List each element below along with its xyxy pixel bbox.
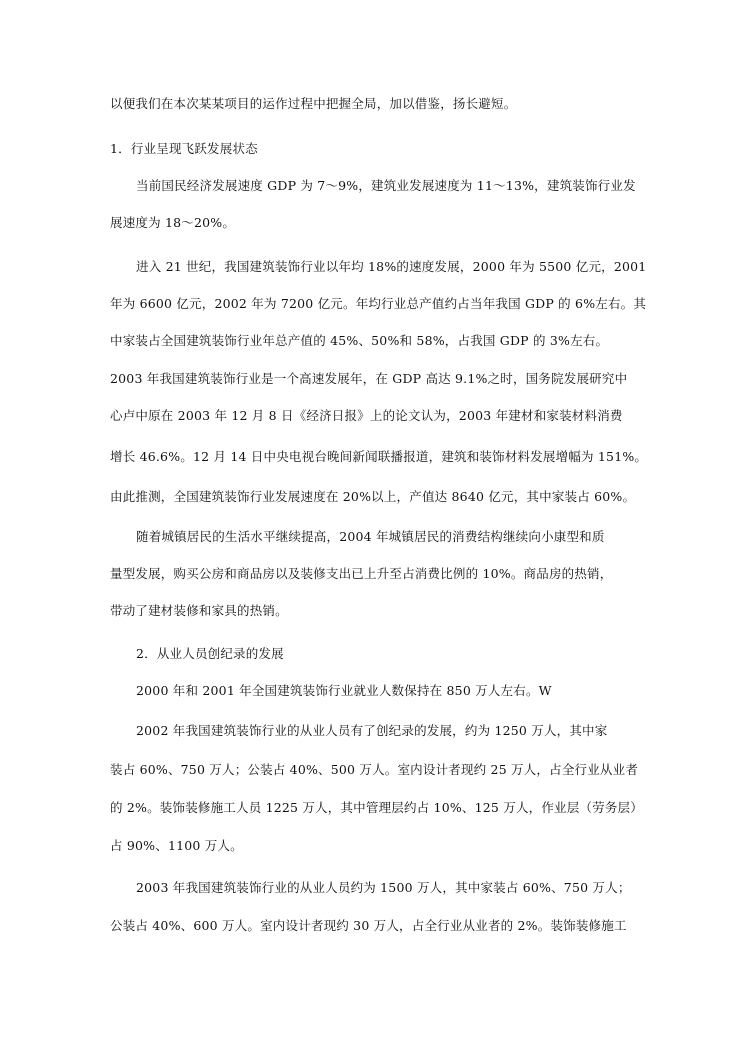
text-line: 以便我们在本次某某项目的运作过程中把握全局，加以借鉴，扬长避短。 — [110, 96, 517, 111]
text-line: 进入 21 世纪，我国建筑装饰行业以年均 18%的速度发展，2000 年为 5500 亿元，2001 — [136, 259, 647, 274]
text-line: 带动了建材装修和家具的热销。 — [110, 603, 288, 618]
text-line: 当前国民经济发展速度 GDP 为 7～9%，建筑业发展速度为 11～13%，建筑装饰行业发 — [136, 178, 636, 193]
text-line: 年为 6600 亿元，2002 年为 7200 亿元。年均行业总产值约占当年我国 GDP 的 6%左右。其 — [110, 296, 647, 311]
text-line: 中家装占全国建筑装饰行业年总产值的 45%、50%和 58%，占我国 GDP 的 3%左右。 — [110, 333, 609, 348]
section-heading: 2．从业人员创纪录的发展 — [136, 646, 284, 661]
text-line: 2003 年我国建筑装饰行业是一个高速发展年，在 GDP 高达 9.1%之时，国务院发展研究中 — [110, 371, 628, 386]
text-line: 装占 60%、750 万人；公装占 40%、500 万人。室内设计者现约 25 万人，占全行业从业者 — [110, 762, 639, 777]
section-heading: 1．行业呈现飞跃发展状态 — [110, 141, 258, 156]
text-line: 公装占 40%、600 万人。室内设计者现约 30 万人，占全行业从业者的 2%。装饰装修施工 — [110, 918, 627, 933]
text-line: 占 90%、1100 万人。 — [110, 838, 243, 853]
text-line: 2002 年我国建筑装饰行业的从业人员有了创纪录的发展，约为 1250 万人，其中家 — [136, 723, 608, 738]
text-line: 量型发展，购买公房和商品房以及装修支出已上升至占消费比例的 10%。商品房的热销， — [110, 566, 613, 581]
text-line: 2000 年和 2001 年全国建筑装饰行业就业人数保持在 850 万人左右。W — [136, 683, 552, 698]
text-line: 的 2%。装饰装修施工人员 1225 万人，其中管理层约占 10%、125 万人，作业层（劳务层） — [110, 800, 643, 815]
text-line: 展速度为 18～20%。 — [110, 215, 236, 230]
text-line: 由此推测，全国建筑装饰行业发展速度在 20%以上，产值达 8640 亿元，其中家装占 60%。 — [110, 489, 636, 504]
text-line: 心卢中原在 2003 年 12 月 8 日《经济日报》上的论文认为，2003 年建材和家装材料消费 — [110, 408, 623, 423]
text-line: 增长 46.6%。12 月 14 日中央电视台晚间新闻联播报道，建筑和装饰材料发展增幅为 151%。 — [110, 449, 648, 464]
text-line: 2003 年我国建筑装饰行业的从业人员约为 1500 万人，其中家装占 60%、750 万人； — [136, 880, 631, 895]
text-line: 随着城镇居民的生活水平继续提高，2004 年城镇居民的消费结构继续向小康型和质 — [136, 529, 605, 544]
